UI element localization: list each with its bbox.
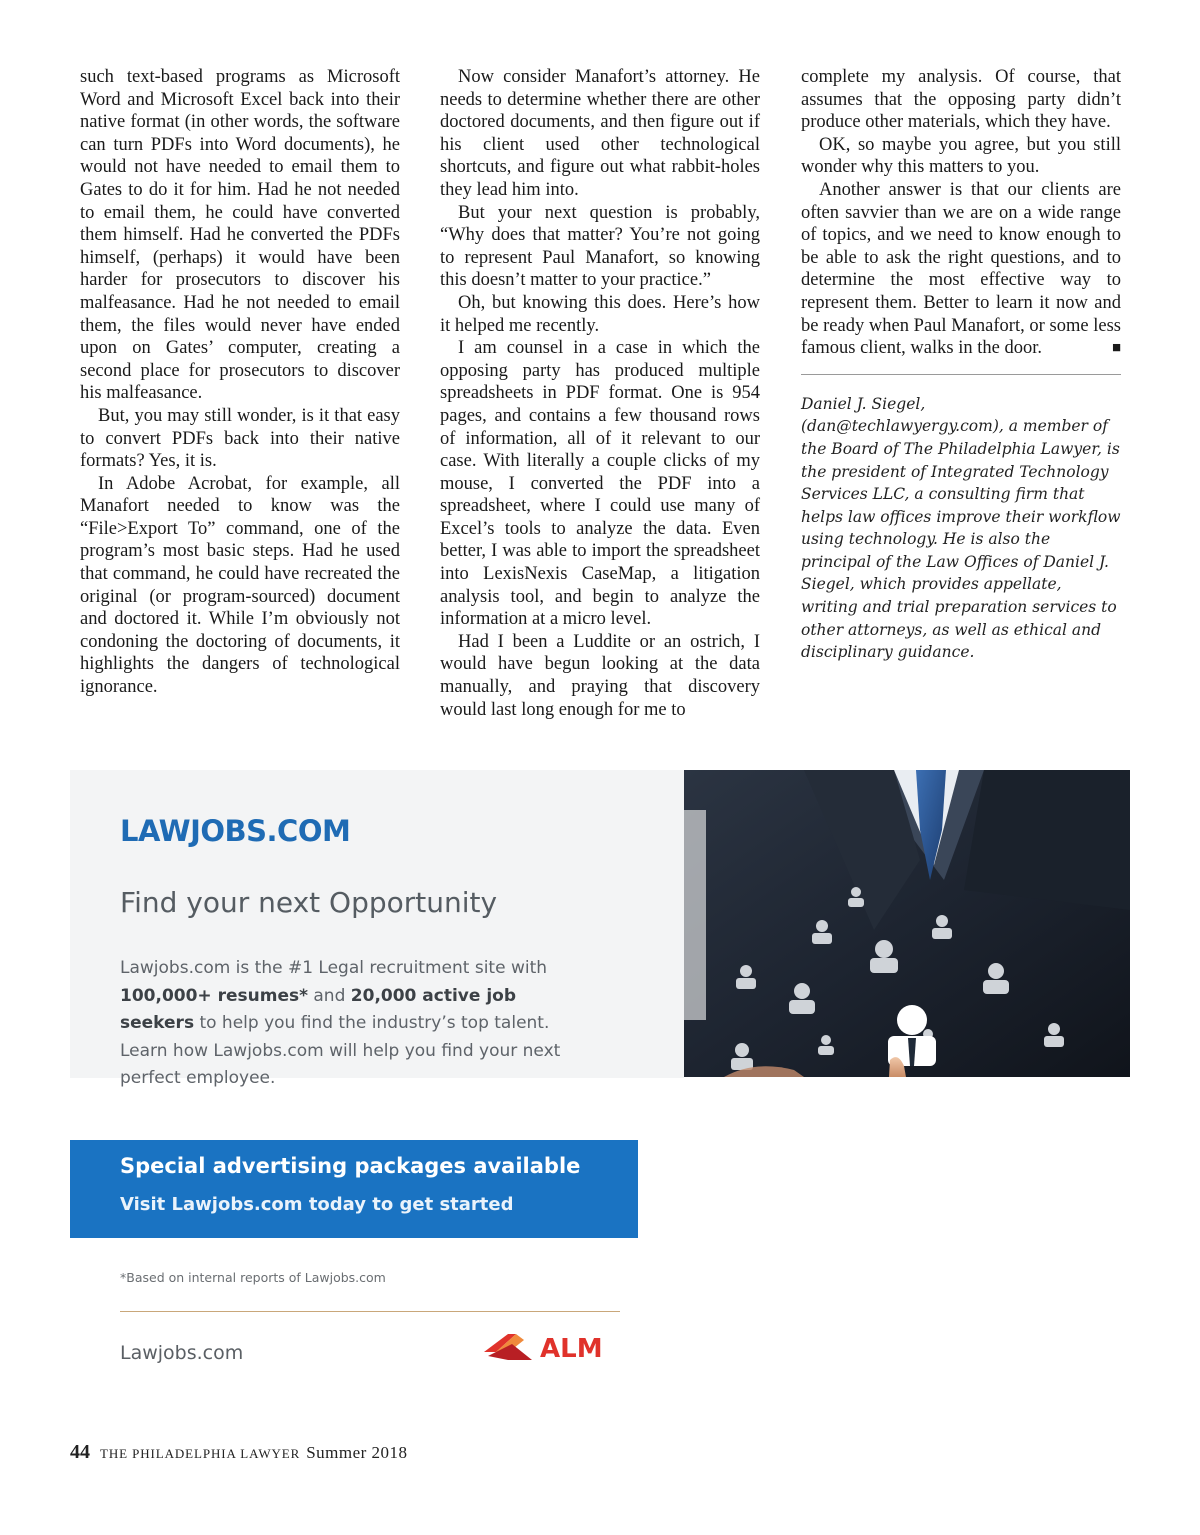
issue-date: Summer 2018 [306,1443,408,1462]
paragraph: Now consider Manafort’s attorney. He needs to determine whether there are other doctored documents, and then figure out if his client used other technological shortcuts, and figure out what rabbit-holes they lead him into. [440,67,760,200]
pitch-text: and [307,985,351,1006]
paragraph: I am counsel in a case in which the opposing party has produced multiple spreadsheets in PDF format. One is 954 pages, and contains a few thousand rows of information, all of it relevant to our case. With literally a couple clicks of my mouse, I converted the PDF into a spreadsheet, where I could use many of Excel’s tools to analyze the data. Even better, I was able to import the spreadsheet into LexisNexis CaseMap, a litigation analysis tool, and begin to analyze the information at a micro level. [440,338,760,630]
ad-site-link[interactable]: Lawjobs.com [120,1342,244,1364]
paragraph: OK, so maybe you agree, but you still wonder why this matters to you. [801,134,1121,178]
article-column-2 [440,66,760,721]
paragraph [801,179,1121,360]
paragraph: In Adobe Acrobat, for example, all Manafort needed to know was the “File>Export To” command, one of the program’s most basic steps. Had he used that command, he could have recreated the original (or program-sourced) document and doctored it. While I’m obviously not condoning the doctoring of documents, it highlights the dangers of technological ignorance. [80,473,400,698]
paragraph: such text-based programs as Microsoft Word and Microsoft Excel back into their native format (in other words, the software can turn PDFs into Word documents), he would not have needed to email them to Gates to do it for him. Had he not needed to email them, he could have converted them himself. Had he converted the PDFs himself, (perhaps) it would have been harder for prosecutors to discover his malfeasance. Had he not needed to email them, the files would never have ended upon on Gates’ computer, creating a second place for prosecutors to discover his malfeasance. [80,67,400,404]
paragraph: But, you may still wonder, is it that easy to convert PDFs back into their native formats? Yes, it is. [80,405,400,472]
pitch-text: Lawjobs.com is the #1 Legal recruitment site with [120,958,548,978]
paragraph: Oh, but knowing this does. Here’s how it helped me recently. [440,292,760,336]
page-number: 44 [70,1441,90,1463]
banner-line-1: Special advertising packages available [120,1154,581,1178]
ad-headline: Find your next Opportunity [120,886,498,919]
page-footer [70,1441,408,1464]
paragraph-text: Another answer is that our clients are often savvier than we are on a wide range of topics, and we need to know enough to be able to ask the right questions, and to determine the most effective way to represent them. Better to learn it now and be ready when Paul Manafort, or some less famous client, walks in the door. [801,179,1121,359]
alm-wordmark: ALM [540,1334,603,1364]
publication-name: THE PHILADELPHIA LAWYER [100,1446,301,1461]
paragraph: Had I been a Luddite or an ostrich, I would have begun looking at the data manually, and praying that discovery would last long enough for me to [440,631,760,720]
lawjobs-logo[interactable]: LAWJOBS.COM [120,814,351,848]
end-of-article-mark: ■ [1111,340,1121,357]
ad-divider [120,1311,620,1312]
author-bio: Daniel J. Siegel, (dan@techlawyergy.com), a member of the Board of The Philadelphia Lawyer, is the president of Integrated Technology Services LLC, a consulting firm that helps law offices improve their workflow using technology. He is also the principal of the Law Offices of Daniel J. Siegel, which provides appellate, writing and trial preparation services to other attorneys, as well as ethical and disciplinary guidance. [801,394,1121,662]
ad-pitch [120,955,590,1093]
paragraph: But your next question is probably, “Why does that matter? You’re not going to represent Paul Manafort, so knowing this doesn’t matter to your practice.” [440,202,760,291]
banner-line-2[interactable]: Visit Lawjobs.com today to get started [120,1194,514,1215]
paragraph: complete my analysis. Of course, that assumes that the opposing party didn’t produce other materials, which they have. [801,67,1121,133]
bio-divider [801,374,1121,375]
ad-photo-businessman-network [684,770,1130,1077]
article-column-3 [801,66,1121,664]
alm-logo-icon [482,1330,538,1364]
pitch-bold-seekers: 20,000 active job seekers [120,985,517,1033]
article-column-1 [80,66,400,699]
ad-footnote: *Based on internal reports of Lawjobs.com [120,1270,386,1285]
pitch-bold-resumes: 100,000+ resumes* [120,985,308,1006]
pitch-text: to help you find the industry’s top talent. Learn how Lawjobs.com will help you find your next perfect employee. [120,1013,561,1088]
